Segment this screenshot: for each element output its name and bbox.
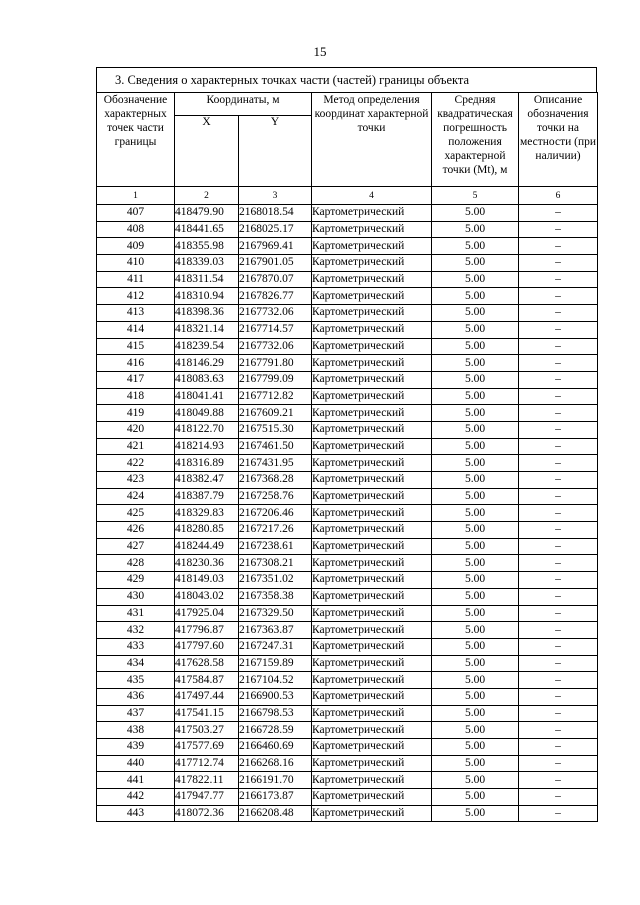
y-coordinate-cell: 2167247.31 [239,638,312,655]
description-cell: – [519,221,598,238]
x-coordinate-cell: 417796.87 [175,622,239,639]
table-row [97,355,598,372]
point-id-cell: 439 [97,739,175,756]
description-cell: – [519,739,598,756]
table-body [97,205,598,822]
y-coordinate-cell: 2168025.17 [239,221,312,238]
description-cell: – [519,572,598,589]
method-cell: Картометрический [312,588,432,605]
y-coordinate-cell: 2167217.26 [239,522,312,539]
description-cell: – [519,438,598,455]
description-cell: – [519,805,598,822]
error-cell: 5.00 [432,789,519,806]
table-row [97,588,598,605]
point-id-cell: 433 [97,638,175,655]
point-id-cell: 427 [97,538,175,555]
table-row [97,405,598,422]
error-cell: 5.00 [432,588,519,605]
error-cell: 5.00 [432,255,519,272]
x-coordinate-cell: 418329.83 [175,505,239,522]
table-row [97,305,598,322]
y-coordinate-cell: 2167159.89 [239,655,312,672]
header-x: X [175,116,239,187]
header-point-designation: Обозначение характерных точек части границы [97,93,175,187]
y-coordinate-cell: 2166900.53 [239,688,312,705]
error-cell: 5.00 [432,288,519,305]
point-id-cell: 413 [97,305,175,322]
error-cell: 5.00 [432,739,519,756]
x-coordinate-cell: 417947.77 [175,789,239,806]
y-coordinate-cell: 2167104.52 [239,672,312,689]
table-row [97,655,598,672]
x-coordinate-cell: 417925.04 [175,605,239,622]
method-cell: Картометрический [312,405,432,422]
table-row [97,522,598,539]
description-cell: – [519,455,598,472]
description-cell: – [519,371,598,388]
point-id-cell: 416 [97,355,175,372]
description-cell: – [519,638,598,655]
error-cell: 5.00 [432,555,519,572]
x-coordinate-cell: 417797.60 [175,638,239,655]
x-coordinate-cell: 418310.94 [175,288,239,305]
y-coordinate-cell: 2167515.30 [239,421,312,438]
point-id-cell: 432 [97,622,175,639]
error-cell: 5.00 [432,355,519,372]
x-coordinate-cell: 418146.29 [175,355,239,372]
method-cell: Картометрический [312,288,432,305]
point-id-cell: 434 [97,655,175,672]
y-coordinate-cell: 2167368.28 [239,472,312,489]
method-cell: Картометрический [312,555,432,572]
method-cell: Картометрический [312,421,432,438]
description-cell: – [519,755,598,772]
method-cell: Картометрический [312,755,432,772]
table-row [97,722,598,739]
error-cell: 5.00 [432,405,519,422]
x-coordinate-cell: 418083.63 [175,371,239,388]
point-id-cell: 438 [97,722,175,739]
x-coordinate-cell: 418214.93 [175,438,239,455]
point-id-cell: 410 [97,255,175,272]
x-coordinate-cell: 418339.03 [175,255,239,272]
description-cell: – [519,405,598,422]
x-coordinate-cell: 417628.58 [175,655,239,672]
x-coordinate-cell: 418239.54 [175,338,239,355]
point-id-cell: 426 [97,522,175,539]
point-id-cell: 422 [97,455,175,472]
x-coordinate-cell: 418244.49 [175,538,239,555]
point-id-cell: 441 [97,772,175,789]
point-id-cell: 421 [97,438,175,455]
description-cell: – [519,588,598,605]
description-cell: – [519,555,598,572]
table-row [97,271,598,288]
method-cell: Картометрический [312,388,432,405]
method-cell: Картометрический [312,488,432,505]
method-cell: Картометрический [312,271,432,288]
column-number: 6 [519,187,598,205]
point-id-cell: 435 [97,672,175,689]
point-id-cell: 424 [97,488,175,505]
description-cell: – [519,288,598,305]
description-cell: – [519,472,598,489]
y-coordinate-cell: 2167258.76 [239,488,312,505]
description-cell: – [519,255,598,272]
y-coordinate-cell: 2167969.41 [239,238,312,255]
method-cell: Картометрический [312,238,432,255]
y-coordinate-cell: 2166268.16 [239,755,312,772]
error-cell: 5.00 [432,572,519,589]
x-coordinate-cell: 418316.89 [175,455,239,472]
point-id-cell: 412 [97,288,175,305]
y-coordinate-cell: 2167609.21 [239,405,312,422]
x-coordinate-cell: 418355.98 [175,238,239,255]
method-cell: Картометрический [312,705,432,722]
x-coordinate-cell: 417577.69 [175,739,239,756]
table-row [97,755,598,772]
y-coordinate-cell: 2167351.02 [239,572,312,589]
error-cell: 5.00 [432,638,519,655]
x-coordinate-cell: 418387.79 [175,488,239,505]
description-cell: – [519,205,598,222]
header-description: Описание обозначения точки на местности (при наличии) [519,93,598,187]
error-cell: 5.00 [432,805,519,822]
y-coordinate-cell: 2167712.82 [239,388,312,405]
x-coordinate-cell: 418311.54 [175,271,239,288]
header-coordinates: Координаты, м [175,93,312,116]
error-cell: 5.00 [432,538,519,555]
error-cell: 5.00 [432,522,519,539]
error-cell: 5.00 [432,221,519,238]
error-cell: 5.00 [432,488,519,505]
point-id-cell: 423 [97,472,175,489]
y-coordinate-cell: 2167714.57 [239,321,312,338]
description-cell: – [519,271,598,288]
table-row [97,705,598,722]
x-coordinate-cell: 417822.11 [175,772,239,789]
x-coordinate-cell: 418441.65 [175,221,239,238]
table-row [97,555,598,572]
header-method: Метод определения координат характерной точки [312,93,432,187]
y-coordinate-cell: 2167308.21 [239,555,312,572]
point-id-cell: 415 [97,338,175,355]
error-cell: 5.00 [432,455,519,472]
point-id-cell: 431 [97,605,175,622]
y-coordinate-cell: 2167799.09 [239,371,312,388]
table-row [97,455,598,472]
x-coordinate-cell: 417541.15 [175,705,239,722]
point-id-cell: 414 [97,321,175,338]
table-row [97,739,598,756]
x-coordinate-cell: 418479.90 [175,205,239,222]
method-cell: Картометрический [312,739,432,756]
description-cell: – [519,388,598,405]
method-cell: Картометрический [312,505,432,522]
point-id-cell: 436 [97,688,175,705]
y-coordinate-cell: 2166208.48 [239,805,312,822]
error-cell: 5.00 [432,421,519,438]
description-cell: – [519,321,598,338]
table-row [97,255,598,272]
table-row [97,421,598,438]
error-cell: 5.00 [432,321,519,338]
table-row [97,388,598,405]
table-row [97,438,598,455]
table-row [97,472,598,489]
x-coordinate-cell: 418043.02 [175,588,239,605]
point-id-cell: 437 [97,705,175,722]
table-row [97,338,598,355]
description-cell: – [519,338,598,355]
error-cell: 5.00 [432,205,519,222]
method-cell: Картометрический [312,805,432,822]
y-coordinate-cell: 2167329.50 [239,605,312,622]
method-cell: Картометрический [312,455,432,472]
x-coordinate-cell: 417712.74 [175,755,239,772]
method-cell: Картометрический [312,722,432,739]
x-coordinate-cell: 417497.44 [175,688,239,705]
description-cell: – [519,722,598,739]
y-coordinate-cell: 2166173.87 [239,789,312,806]
x-coordinate-cell: 418041.41 [175,388,239,405]
table-row [97,805,598,822]
y-coordinate-cell: 2168018.54 [239,205,312,222]
y-coordinate-cell: 2167238.61 [239,538,312,555]
error-cell: 5.00 [432,605,519,622]
point-id-cell: 407 [97,205,175,222]
section-title: 3. Сведения о характерных точках части (частей) границы объекта [96,67,597,93]
method-cell: Картометрический [312,305,432,322]
method-cell: Картометрический [312,672,432,689]
method-cell: Картометрический [312,438,432,455]
page-number: 15 [313,44,327,59]
method-cell: Картометрический [312,688,432,705]
y-coordinate-cell: 2166728.59 [239,722,312,739]
description-cell: – [519,305,598,322]
error-cell: 5.00 [432,271,519,288]
method-cell: Картометрический [312,538,432,555]
method-cell: Картометрический [312,622,432,639]
method-cell: Картометрический [312,371,432,388]
y-coordinate-cell: 2167870.07 [239,271,312,288]
x-coordinate-cell: 418122.70 [175,421,239,438]
characteristic-points-table [96,92,598,822]
table-row [97,205,598,222]
method-cell: Картометрический [312,355,432,372]
error-cell: 5.00 [432,305,519,322]
table-row [97,572,598,589]
description-cell: – [519,789,598,806]
description-cell: – [519,355,598,372]
y-coordinate-cell: 2167363.87 [239,622,312,639]
point-id-cell: 442 [97,789,175,806]
method-cell: Картометрический [312,772,432,789]
method-cell: Картометрический [312,255,432,272]
y-coordinate-cell: 2167431.95 [239,455,312,472]
method-cell: Картометрический [312,522,432,539]
error-cell: 5.00 [432,472,519,489]
description-cell: – [519,655,598,672]
x-coordinate-cell: 418149.03 [175,572,239,589]
error-cell: 5.00 [432,722,519,739]
y-coordinate-cell: 2167791.80 [239,355,312,372]
description-cell: – [519,772,598,789]
column-number: 5 [432,187,519,205]
table-row [97,371,598,388]
point-id-cell: 417 [97,371,175,388]
x-coordinate-cell: 418321.14 [175,321,239,338]
y-coordinate-cell: 2166798.53 [239,705,312,722]
description-cell: – [519,522,598,539]
column-number: 3 [239,187,312,205]
table-row [97,488,598,505]
y-coordinate-cell: 2167901.05 [239,255,312,272]
x-coordinate-cell: 418280.85 [175,522,239,539]
y-coordinate-cell: 2167206.46 [239,505,312,522]
y-coordinate-cell: 2167358.38 [239,588,312,605]
error-cell: 5.00 [432,755,519,772]
header-error: Средняя квадратическая погрешность положения характерной точки (Mt), м [432,93,519,187]
error-cell: 5.00 [432,438,519,455]
table-row [97,688,598,705]
error-cell: 5.00 [432,388,519,405]
x-coordinate-cell: 417584.87 [175,672,239,689]
x-coordinate-cell: 418382.47 [175,472,239,489]
x-coordinate-cell: 417503.27 [175,722,239,739]
method-cell: Картометрический [312,221,432,238]
error-cell: 5.00 [432,371,519,388]
point-id-cell: 430 [97,588,175,605]
point-id-cell: 418 [97,388,175,405]
point-id-cell: 440 [97,755,175,772]
error-cell: 5.00 [432,705,519,722]
error-cell: 5.00 [432,505,519,522]
point-id-cell: 411 [97,271,175,288]
error-cell: 5.00 [432,655,519,672]
x-coordinate-cell: 418072.36 [175,805,239,822]
table-row [97,789,598,806]
table-row [97,772,598,789]
point-id-cell: 428 [97,555,175,572]
column-number: 1 [97,187,175,205]
description-cell: – [519,705,598,722]
table-row [97,605,598,622]
table-row [97,288,598,305]
description-cell: – [519,622,598,639]
error-cell: 5.00 [432,772,519,789]
method-cell: Картометрический [312,572,432,589]
table-row [97,638,598,655]
table-row [97,221,598,238]
method-cell: Картометрический [312,472,432,489]
point-id-cell: 408 [97,221,175,238]
point-id-cell: 429 [97,572,175,589]
error-cell: 5.00 [432,238,519,255]
table-row [97,622,598,639]
error-cell: 5.00 [432,672,519,689]
y-coordinate-cell: 2167461.50 [239,438,312,455]
error-cell: 5.00 [432,688,519,705]
error-cell: 5.00 [432,622,519,639]
table-row [97,238,598,255]
point-id-cell: 420 [97,421,175,438]
method-cell: Картометрический [312,638,432,655]
column-number: 2 [175,187,239,205]
table-row [97,321,598,338]
x-coordinate-cell: 418049.88 [175,405,239,422]
method-cell: Картометрический [312,338,432,355]
table-row [97,505,598,522]
header-y: Y [239,116,312,187]
y-coordinate-cell: 2167826.77 [239,288,312,305]
description-cell: – [519,688,598,705]
method-cell: Картометрический [312,789,432,806]
x-coordinate-cell: 418230.36 [175,555,239,572]
description-cell: – [519,538,598,555]
description-cell: – [519,238,598,255]
description-cell: – [519,605,598,622]
point-id-cell: 443 [97,805,175,822]
point-id-cell: 425 [97,505,175,522]
description-cell: – [519,672,598,689]
method-cell: Картометрический [312,605,432,622]
table-row [97,538,598,555]
point-id-cell: 419 [97,405,175,422]
description-cell: – [519,505,598,522]
description-cell: – [519,488,598,505]
method-cell: Картометрический [312,205,432,222]
column-number: 4 [312,187,432,205]
y-coordinate-cell: 2166191.70 [239,772,312,789]
x-coordinate-cell: 418398.36 [175,305,239,322]
error-cell: 5.00 [432,338,519,355]
y-coordinate-cell: 2167732.06 [239,305,312,322]
y-coordinate-cell: 2167732.06 [239,338,312,355]
method-cell: Картометрический [312,655,432,672]
method-cell: Картометрический [312,321,432,338]
description-cell: – [519,421,598,438]
y-coordinate-cell: 2166460.69 [239,739,312,756]
point-id-cell: 409 [97,238,175,255]
table-row [97,672,598,689]
